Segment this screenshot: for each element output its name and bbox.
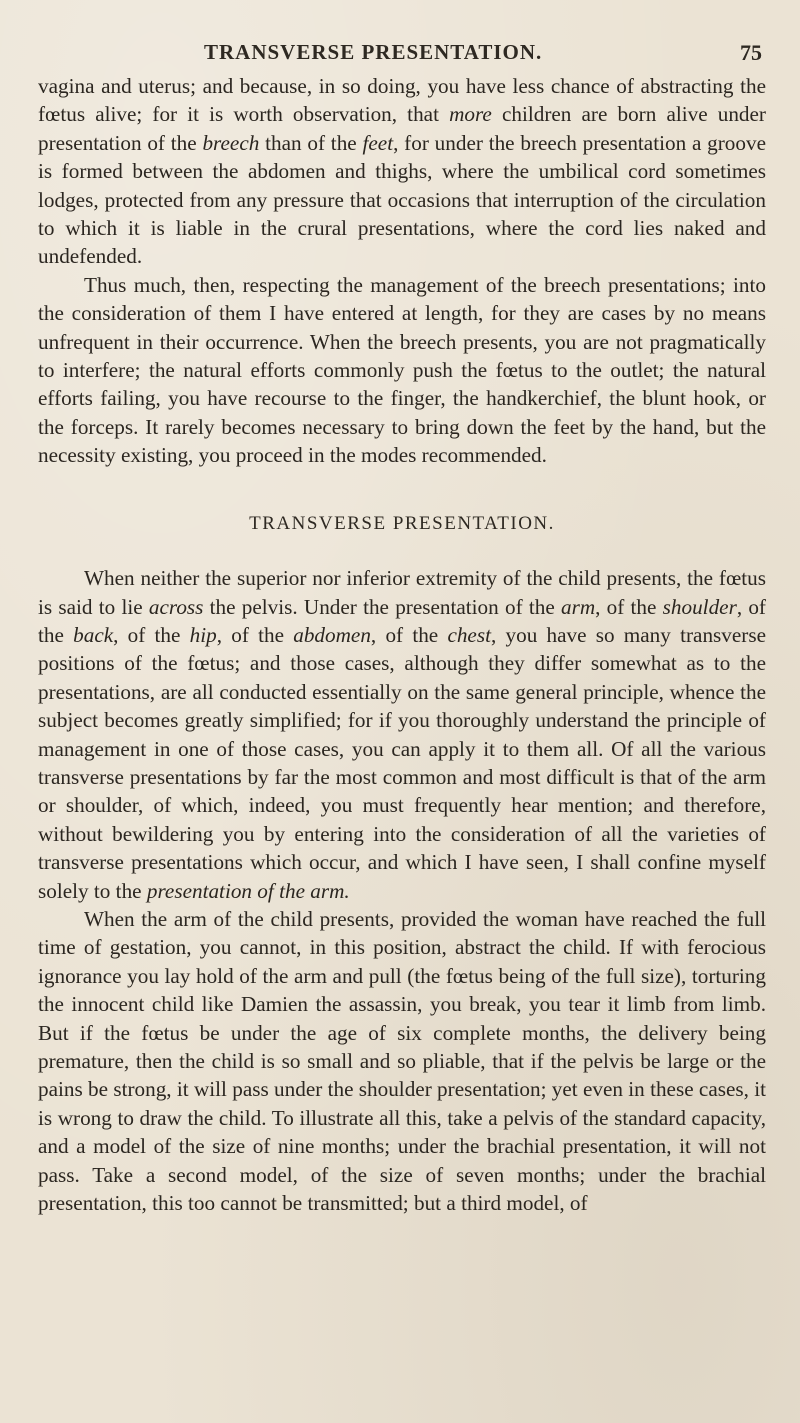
italic-run: chest xyxy=(447,622,491,647)
italic-run: feet xyxy=(362,130,394,155)
running-title: TRANSVERSE PRESENTATION. xyxy=(204,40,543,64)
italic-run: arm xyxy=(560,594,596,619)
running-head xyxy=(0,40,800,84)
italic-run: across xyxy=(148,594,204,619)
italic-run: shoulder xyxy=(662,594,737,619)
paragraph-continued: vagina and uterus; and because, in so doing, you have less chance of abstracting the fœtus alive; for it is worth observation, that more children are born alive under presentation of the breech than of the feet, for under the breech presentation a groove is formed between the abdomen and thighs, where the umbilical cord sometimes lodges, protected from any pressure that occasions that interruption of the circulation to which it is liable in the crural presentations, where the cord lies naked and undefended. xyxy=(38,74,766,269)
italic-run: presentation of the arm. xyxy=(146,878,350,903)
italic-run: abdomen xyxy=(293,622,371,647)
italic-run: hip xyxy=(189,622,217,647)
paragraph-breech-summary: Thus much, then, respecting the management of the breech presentations; into the consideration of them I have entered at length, for they are cases by no means unfrequent in their occurrence. When the breech presents, you are not pragmatically to interfere; the natural efforts commonly push the fœtus to the outlet; the natural efforts failing, you have recourse to the finger, the handkerchief, the blunt hook, or the forceps. It rarely becomes necessary to bring down the feet by the hand, but the necessity existing, you proceed in the modes recommended. xyxy=(38,272,766,468)
section-heading: TRANSVERSE PRESENTATION. xyxy=(249,512,555,534)
italic-run: more xyxy=(449,102,492,127)
body-text xyxy=(38,72,766,1217)
paragraph-arm-presentation: When the arm of the child presents, provided the woman have reached the full time of gestation, you cannot, in this position, abstract the child. If with ferocious ignorance you lay hold of the arm and pull (the fœtus being of the full size), torturing the innocent child like Damien the assassin, you break, you tear it limb from limb. But if the fœtus be under the age of six complete months, the delivery being premature, then the child is so small and so pliable, that if the pelvis be large or the pains be strong, it will pass under the shoulder presentation; yet even in these cases, it is wrong to draw the child. To illustrate all this, take a pelvis of the standard capacity, and a model of the size of nine months; under the brachial presentation, it will not pass. Take a second model, of the size of seven months; under the brachial presentation, this too cannot be transmitted; but a third model, of xyxy=(38,906,766,1216)
italic-run: back xyxy=(73,622,114,647)
paragraph-transverse-intro: When neither the superior nor inferior extremity of the child presents, the fœtus is said to lie across the pelvis. Under the presentation of the arm, of the shoulder, of the back, of the hip, of the abdomen, of the chest, you have so many transverse positions of the fœtus; and those cases, although they differ somewhat as to the presentations, are all conducted essentially on the same general principle, whence the subject becomes greatly simplified; for if you thoroughly understand the principle of management in one of those cases, you can apply it to them all. Of all the various transverse presentations by far the most common and most difficult is that of the arm or shoulder, of which, indeed, you must frequently hear mention; and therefore, without bewildering you by entering into the consideration of all the varieties of transverse presentations which occur, and which I have seen, I shall confine myself solely to the presentation of the arm. xyxy=(38,566,766,903)
page-number: 75 xyxy=(740,40,762,65)
italic-run: breech xyxy=(202,130,260,155)
